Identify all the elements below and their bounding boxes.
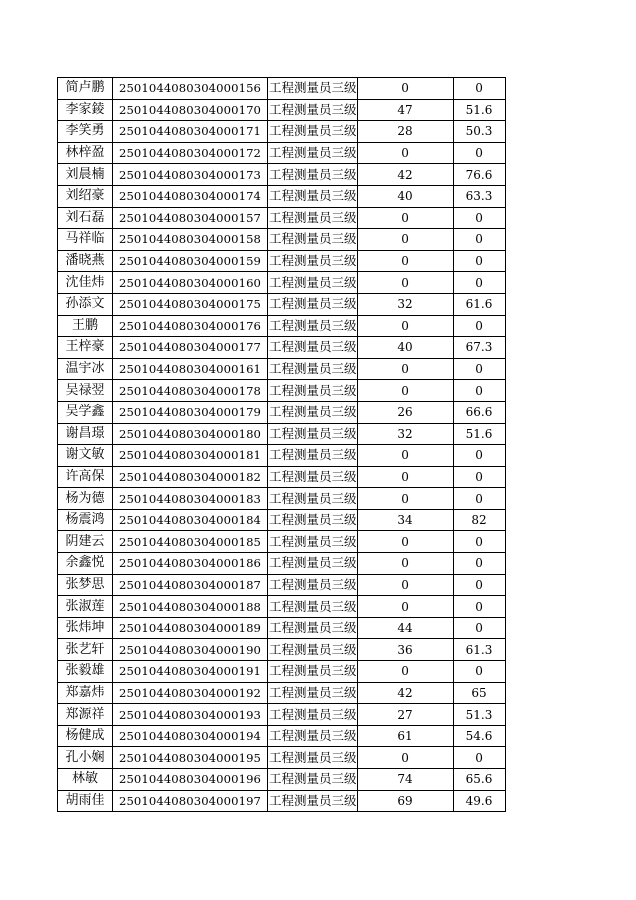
occupation-level-cell: 工程测量员三级 — [268, 293, 358, 315]
theory-score-cell: 26 — [357, 401, 453, 423]
practical-score-cell: 0 — [453, 531, 505, 553]
candidate-name-cell: 张艺轩 — [58, 639, 113, 661]
certificate-number-cell: 2501044080304000194 — [113, 725, 268, 747]
occupation-level-cell: 工程测量员三级 — [268, 250, 358, 272]
candidate-name-cell: 谢文敏 — [58, 445, 113, 467]
theory-score-cell: 74 — [357, 769, 453, 791]
table-row — [58, 704, 558, 726]
candidate-name-cell: 阴建云 — [58, 531, 113, 553]
theory-score-cell: 0 — [357, 250, 453, 272]
candidate-name-cell: 吴禄翌 — [58, 380, 113, 402]
theory-score-cell: 40 — [357, 185, 453, 207]
theory-score-cell: 0 — [357, 358, 453, 380]
certificate-number-cell: 2501044080304000172 — [113, 142, 268, 164]
theory-score-cell: 0 — [357, 488, 453, 510]
table-row — [58, 315, 558, 337]
table-row — [58, 725, 558, 747]
theory-score-cell: 42 — [357, 682, 453, 704]
occupation-level-cell: 工程测量员三级 — [268, 229, 358, 251]
certificate-number-cell: 2501044080304000173 — [113, 164, 268, 186]
table-row — [58, 553, 558, 575]
certificate-number-cell: 2501044080304000181 — [113, 445, 268, 467]
table-row — [58, 747, 558, 769]
occupation-level-cell: 工程测量员三级 — [268, 164, 358, 186]
occupation-level-cell: 工程测量员三级 — [268, 639, 358, 661]
practical-score-cell: 0 — [453, 466, 505, 488]
practical-score-cell: 0 — [453, 488, 505, 510]
practical-score-cell: 0 — [453, 553, 505, 575]
theory-score-cell: 0 — [357, 207, 453, 229]
occupation-level-cell: 工程测量员三级 — [268, 769, 358, 791]
table-row — [58, 639, 558, 661]
certificate-number-cell: 2501044080304000187 — [113, 574, 268, 596]
occupation-level-cell: 工程测量员三级 — [268, 574, 358, 596]
theory-score-cell: 32 — [357, 293, 453, 315]
practical-score-cell: 50.3 — [453, 121, 505, 143]
candidate-name-cell: 马祥临 — [58, 229, 113, 251]
certificate-number-cell: 2501044080304000157 — [113, 207, 268, 229]
theory-score-cell: 0 — [357, 661, 453, 683]
table-row — [58, 423, 558, 445]
occupation-level-cell: 工程测量员三级 — [268, 725, 358, 747]
table-row — [58, 466, 558, 488]
theory-score-cell: 36 — [357, 639, 453, 661]
candidate-name-cell: 张炜坤 — [58, 617, 113, 639]
candidate-name-cell: 王鹏 — [58, 315, 113, 337]
table-row — [58, 401, 558, 423]
table-row — [58, 617, 558, 639]
certificate-number-cell: 2501044080304000184 — [113, 509, 268, 531]
occupation-level-cell: 工程测量员三级 — [268, 509, 358, 531]
certificate-number-cell: 2501044080304000170 — [113, 99, 268, 121]
occupation-level-cell: 工程测量员三级 — [268, 272, 358, 294]
occupation-level-cell: 工程测量员三级 — [268, 661, 358, 683]
certificate-number-cell: 2501044080304000188 — [113, 596, 268, 618]
occupation-level-cell: 工程测量员三级 — [268, 121, 358, 143]
candidate-name-cell: 张梦思 — [58, 574, 113, 596]
practical-score-cell: 76.6 — [453, 164, 505, 186]
candidate-name-cell: 许高保 — [58, 466, 113, 488]
certificate-number-cell: 2501044080304000178 — [113, 380, 268, 402]
occupation-level-cell: 工程测量员三级 — [268, 99, 358, 121]
certificate-number-cell: 2501044080304000195 — [113, 747, 268, 769]
results-table — [57, 77, 558, 812]
candidate-name-cell: 温宇冰 — [58, 358, 113, 380]
practical-score-cell: 66.6 — [453, 401, 505, 423]
theory-score-cell: 0 — [357, 553, 453, 575]
practical-score-cell: 0 — [453, 229, 505, 251]
table-row — [58, 142, 558, 164]
table-row — [58, 380, 558, 402]
occupation-level-cell: 工程测量员三级 — [268, 185, 358, 207]
practical-score-cell: 49.6 — [453, 790, 505, 812]
occupation-level-cell: 工程测量员三级 — [268, 790, 358, 812]
table-row — [58, 99, 558, 121]
table-row — [58, 531, 558, 553]
certificate-number-cell: 2501044080304000180 — [113, 423, 268, 445]
theory-score-cell: 0 — [357, 531, 453, 553]
table-row — [58, 790, 558, 812]
practical-score-cell: 51.6 — [453, 423, 505, 445]
theory-score-cell: 28 — [357, 121, 453, 143]
table-row — [58, 509, 558, 531]
candidate-name-cell: 林梓盈 — [58, 142, 113, 164]
practical-score-cell: 63.3 — [453, 185, 505, 207]
table-row — [58, 78, 558, 100]
occupation-level-cell: 工程测量员三级 — [268, 596, 358, 618]
theory-score-cell: 27 — [357, 704, 453, 726]
certificate-number-cell: 2501044080304000190 — [113, 639, 268, 661]
candidate-name-cell: 吴学鑫 — [58, 401, 113, 423]
certificate-number-cell: 2501044080304000176 — [113, 315, 268, 337]
table-row — [58, 769, 558, 791]
theory-score-cell: 0 — [357, 747, 453, 769]
occupation-level-cell: 工程测量员三级 — [268, 337, 358, 359]
occupation-level-cell: 工程测量员三级 — [268, 78, 358, 100]
theory-score-cell: 0 — [357, 596, 453, 618]
certificate-number-cell: 2501044080304000171 — [113, 121, 268, 143]
practical-score-cell: 61.3 — [453, 639, 505, 661]
practical-score-cell: 82 — [453, 509, 505, 531]
theory-score-cell: 42 — [357, 164, 453, 186]
occupation-level-cell: 工程测量员三级 — [268, 704, 358, 726]
practical-score-cell: 51.6 — [453, 99, 505, 121]
occupation-level-cell: 工程测量员三级 — [268, 358, 358, 380]
candidate-name-cell: 张淑莲 — [58, 596, 113, 618]
practical-score-cell: 0 — [453, 78, 505, 100]
candidate-name-cell: 郑源祥 — [58, 704, 113, 726]
practical-score-cell: 0 — [453, 250, 505, 272]
certificate-number-cell: 2501044080304000159 — [113, 250, 268, 272]
certificate-number-cell: 2501044080304000182 — [113, 466, 268, 488]
candidate-name-cell: 胡雨佳 — [58, 790, 113, 812]
candidate-name-cell: 王梓豪 — [58, 337, 113, 359]
certificate-number-cell: 2501044080304000156 — [113, 78, 268, 100]
certificate-number-cell: 2501044080304000161 — [113, 358, 268, 380]
certificate-number-cell: 2501044080304000186 — [113, 553, 268, 575]
theory-score-cell: 0 — [357, 380, 453, 402]
occupation-level-cell: 工程测量员三级 — [268, 315, 358, 337]
candidate-name-cell: 杨为德 — [58, 488, 113, 510]
practical-score-cell: 0 — [453, 272, 505, 294]
table-row — [58, 358, 558, 380]
practical-score-cell: 0 — [453, 596, 505, 618]
candidate-name-cell: 李笑勇 — [58, 121, 113, 143]
table-row — [58, 337, 558, 359]
practical-score-cell: 0 — [453, 358, 505, 380]
candidate-name-cell: 刘绍豪 — [58, 185, 113, 207]
candidate-name-cell: 简卢鹏 — [58, 78, 113, 100]
occupation-level-cell: 工程测量员三级 — [268, 207, 358, 229]
candidate-name-cell: 李家錂 — [58, 99, 113, 121]
theory-score-cell: 0 — [357, 574, 453, 596]
candidate-name-cell: 余鑫悦 — [58, 553, 113, 575]
candidate-name-cell: 孙添文 — [58, 293, 113, 315]
candidate-name-cell: 谢昌璟 — [58, 423, 113, 445]
certificate-number-cell: 2501044080304000179 — [113, 401, 268, 423]
candidate-name-cell: 郑嘉炜 — [58, 682, 113, 704]
occupation-level-cell: 工程测量员三级 — [268, 142, 358, 164]
candidate-name-cell: 孔小娴 — [58, 747, 113, 769]
theory-score-cell: 47 — [357, 99, 453, 121]
practical-score-cell: 0 — [453, 747, 505, 769]
theory-score-cell: 0 — [357, 466, 453, 488]
table-row — [58, 293, 558, 315]
candidate-name-cell: 张毅雄 — [58, 661, 113, 683]
practical-score-cell: 67.3 — [453, 337, 505, 359]
occupation-level-cell: 工程测量员三级 — [268, 531, 358, 553]
practical-score-cell: 65 — [453, 682, 505, 704]
results-table-body — [58, 78, 558, 812]
table-row — [58, 445, 558, 467]
occupation-level-cell: 工程测量员三级 — [268, 617, 358, 639]
practical-score-cell: 65.6 — [453, 769, 505, 791]
practical-score-cell: 0 — [453, 617, 505, 639]
candidate-name-cell: 潘晓燕 — [58, 250, 113, 272]
practical-score-cell: 51.3 — [453, 704, 505, 726]
theory-score-cell: 0 — [357, 142, 453, 164]
theory-score-cell: 69 — [357, 790, 453, 812]
table-row — [58, 574, 558, 596]
occupation-level-cell: 工程测量员三级 — [268, 401, 358, 423]
certificate-number-cell: 2501044080304000160 — [113, 272, 268, 294]
certificate-number-cell: 2501044080304000197 — [113, 790, 268, 812]
table-row — [58, 164, 558, 186]
practical-score-cell: 0 — [453, 207, 505, 229]
practical-score-cell: 0 — [453, 445, 505, 467]
certificate-number-cell: 2501044080304000191 — [113, 661, 268, 683]
practical-score-cell: 0 — [453, 380, 505, 402]
certificate-number-cell: 2501044080304000158 — [113, 229, 268, 251]
occupation-level-cell: 工程测量员三级 — [268, 682, 358, 704]
certificate-number-cell: 2501044080304000196 — [113, 769, 268, 791]
certificate-number-cell: 2501044080304000185 — [113, 531, 268, 553]
theory-score-cell: 0 — [357, 78, 453, 100]
table-row — [58, 682, 558, 704]
occupation-level-cell: 工程测量员三级 — [268, 553, 358, 575]
certificate-number-cell: 2501044080304000174 — [113, 185, 268, 207]
theory-score-cell: 0 — [357, 229, 453, 251]
theory-score-cell: 32 — [357, 423, 453, 445]
certificate-number-cell: 2501044080304000193 — [113, 704, 268, 726]
table-row — [58, 121, 558, 143]
theory-score-cell: 0 — [357, 272, 453, 294]
occupation-level-cell: 工程测量员三级 — [268, 466, 358, 488]
theory-score-cell: 0 — [357, 445, 453, 467]
theory-score-cell: 34 — [357, 509, 453, 531]
theory-score-cell: 61 — [357, 725, 453, 747]
table-row — [58, 229, 558, 251]
candidate-name-cell: 沈佳炜 — [58, 272, 113, 294]
table-row — [58, 488, 558, 510]
occupation-level-cell: 工程测量员三级 — [268, 488, 358, 510]
occupation-level-cell: 工程测量员三级 — [268, 423, 358, 445]
practical-score-cell: 0 — [453, 661, 505, 683]
table-row — [58, 661, 558, 683]
certificate-number-cell: 2501044080304000192 — [113, 682, 268, 704]
candidate-name-cell: 刘石磊 — [58, 207, 113, 229]
practical-score-cell: 0 — [453, 315, 505, 337]
occupation-level-cell: 工程测量员三级 — [268, 380, 358, 402]
practical-score-cell: 54.6 — [453, 725, 505, 747]
candidate-name-cell: 杨健成 — [58, 725, 113, 747]
certificate-number-cell: 2501044080304000183 — [113, 488, 268, 510]
theory-score-cell: 0 — [357, 315, 453, 337]
practical-score-cell: 0 — [453, 574, 505, 596]
occupation-level-cell: 工程测量员三级 — [268, 445, 358, 467]
occupation-level-cell: 工程测量员三级 — [268, 747, 358, 769]
candidate-name-cell: 林敏 — [58, 769, 113, 791]
table-row — [58, 596, 558, 618]
candidate-name-cell: 刘晨楠 — [58, 164, 113, 186]
theory-score-cell: 40 — [357, 337, 453, 359]
practical-score-cell: 0 — [453, 142, 505, 164]
theory-score-cell: 44 — [357, 617, 453, 639]
certificate-number-cell: 2501044080304000177 — [113, 337, 268, 359]
candidate-name-cell: 杨震鸿 — [58, 509, 113, 531]
table-row — [58, 185, 558, 207]
practical-score-cell: 61.6 — [453, 293, 505, 315]
certificate-number-cell: 2501044080304000189 — [113, 617, 268, 639]
table-row — [58, 272, 558, 294]
certificate-number-cell: 2501044080304000175 — [113, 293, 268, 315]
table-row — [58, 250, 558, 272]
table-row — [58, 207, 558, 229]
